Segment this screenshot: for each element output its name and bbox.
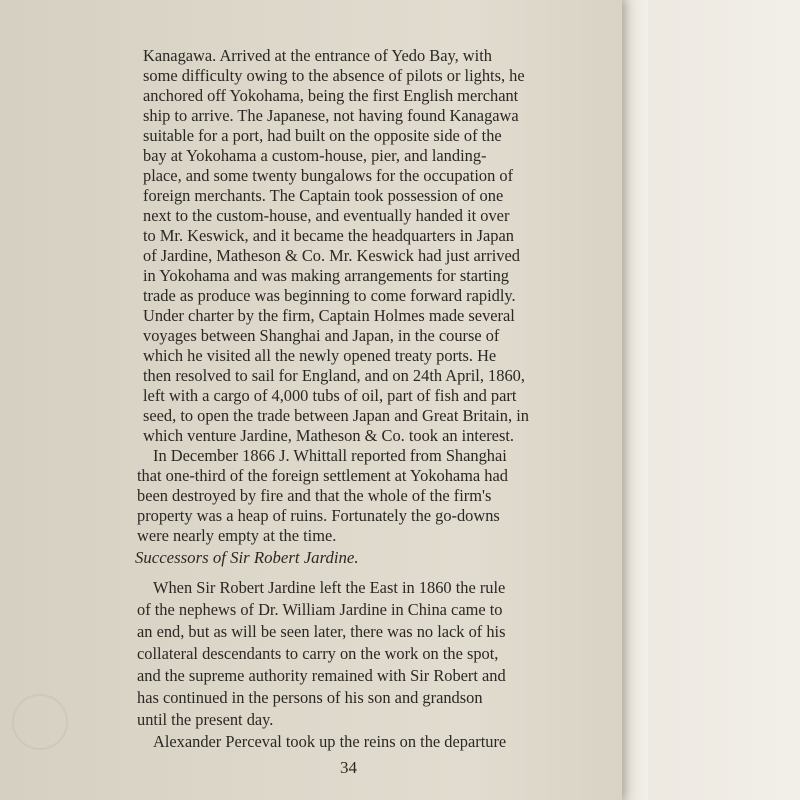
- text-line: of Jardine, Matheson & Co. Mr. Keswick had just arrived: [143, 246, 520, 265]
- text-line: seed, to open the trade between Japan and Great Britain, in: [143, 406, 529, 425]
- text-line: Kanagawa. Arrived at the entrance of Yedo Bay, with: [143, 46, 492, 65]
- text-line: were nearly empty at the time.: [137, 526, 337, 545]
- text-line: and the supreme authority remained with Sir Robert and: [137, 666, 506, 685]
- section-heading: Successors of Sir Robert Jardine.: [135, 548, 359, 567]
- text-line: Alexander Perceval took up the reins on the departure: [153, 732, 507, 751]
- text-line: voyages between Shanghai and Japan, in the course of: [143, 326, 500, 345]
- text-line: that one-third of the foreign settlement at Yokohama had: [137, 466, 508, 485]
- text-line: been destroyed by fire and that the whole of the firm's: [137, 486, 492, 505]
- page-edge: [618, 0, 648, 800]
- text-line: an end, but as will be seen later, there was no lack of his: [137, 622, 506, 641]
- text-line: to Mr. Keswick, and it became the headquarters in Japan: [143, 226, 514, 245]
- text-line: place, and some twenty bungalows for the occupation of: [143, 166, 514, 185]
- text-line: which venture Jardine, Matheson & Co. took an interest.: [143, 426, 514, 445]
- text-line: then resolved to sail for England, and on 24th April, 1860,: [143, 366, 525, 385]
- text-line: some difficulty owing to the absence of pilots or lights, he: [143, 66, 525, 85]
- text-line: of the nephews of Dr. William Jardine in China came to: [137, 600, 503, 619]
- text-line: When Sir Robert Jardine left the East in 1860 the rule: [153, 578, 506, 597]
- text-line: which he visited all the newly opened treaty ports. He: [143, 346, 497, 365]
- text-line: property was a heap of ruins. Fortunately the go-downs: [137, 506, 500, 525]
- text-line: until the present day.: [137, 710, 274, 729]
- text-line: in Yokohama and was making arrangements for starting: [143, 266, 509, 285]
- text-line: anchored off Yokohama, being the first English merchant: [143, 86, 519, 105]
- page-number: 34: [340, 758, 357, 777]
- text-line: In December 1866 J. Whittall reported from Shanghai: [153, 446, 507, 465]
- text-line: suitable for a port, had built on the opposite side of the: [143, 126, 502, 145]
- text-line: has continued in the persons of his son and grandson: [137, 688, 483, 707]
- text-line: left with a cargo of 4,000 tubs of oil, part of fish and part: [143, 386, 517, 405]
- text-line: trade as produce was beginning to come forward rapidly.: [143, 286, 516, 305]
- text-line: collateral descendants to carry on the work on the spot,: [137, 644, 499, 663]
- text-line: bay at Yokohama a custom-house, pier, and landing-: [143, 146, 487, 165]
- text-line: Under charter by the firm, Captain Holmes made several: [143, 306, 515, 325]
- text-line: ship to arrive. The Japanese, not having found Kanagawa: [143, 106, 519, 125]
- text-line: next to the custom-house, and eventually handed it over: [143, 206, 510, 225]
- text-line: foreign merchants. The Captain took possession of one: [143, 186, 504, 205]
